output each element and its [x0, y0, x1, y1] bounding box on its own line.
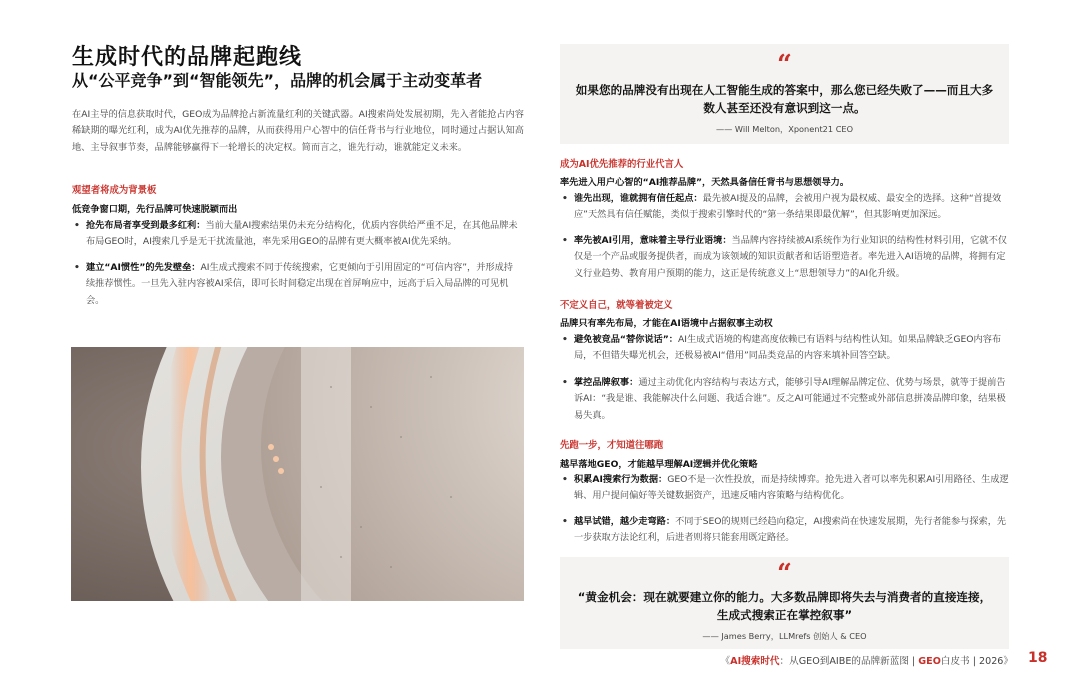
intro-paragraph: 在AI主导的信息获取时代，GEO成为品牌抢占新流量红利的关键武器。AI搜索尚处发展初期，先入者能抢占内容稀缺期的曝光红利，成为AI优先推荐的品牌，从而获得用户心智中的信任背书与行业地位，同时通过占据认知高地、主导叙事节奏，品牌能够赢得下一轮增长的决定权。简而言之，谁先行动，谁就能定义未来。 [72, 109, 524, 153]
right-section-subtitle: 越早落地GEO，才能越早理解AI逻辑并优化策略 [560, 459, 758, 470]
bullet-lead: 避免被竞品“替你说话”： [574, 334, 678, 345]
bullet-item [562, 332, 1010, 365]
bullet-text: 当品牌内容持续被AI系统作为行业知识的结构性材料引用，它就不仅仅是一个产品或服务提供者，而成为该领域的知识贡献者和话语塑造者。率先进入AI语境的品牌，将拥有定义行业趋势、教育用户预期的能力，这正是传统意义上“思想领导力”的AI化升级。 [574, 235, 1007, 279]
quote-text: 如果您的品牌没有出现在人工智能生成的答案中，那么您已经失败了——而且大多数人甚至还没有意识到这一点。 [575, 83, 994, 115]
bullet-dot: • [562, 334, 568, 345]
bullet-lead: 率先被AI引用，意味着主导行业语境： [574, 235, 732, 246]
quote-text: “黄金机会：现在就要建立你的能力。大多数品牌即将失去与消费者的直接连接，生成式搜索正在掌控叙事” [577, 590, 992, 622]
footer-publication [721, 653, 1013, 667]
bullet-dot: • [74, 262, 80, 273]
page-subtitle: 从“公平竞争”到“智能领先”，品牌的机会属于主动变革者 [72, 71, 483, 90]
quote-author: —— James Berry，LLMrefs 创始人 & CEO [702, 631, 867, 641]
footer-prefix: 《 [720, 656, 731, 667]
bullet-item [562, 191, 1010, 224]
right-section-subtitle: 率先进入用户心智的“AI推荐品牌”，天然具备信任背书与思想领导力。 [560, 177, 850, 188]
page-number: 18 [1028, 650, 1048, 666]
bullet-dot: • [562, 235, 568, 246]
bullet-item [74, 260, 522, 309]
ring-device-illustration [71, 347, 524, 601]
bullet-dot: • [74, 220, 80, 231]
quote-box-top [560, 44, 1009, 144]
quote-author: —— Will Melton，Xponent21 CEO [715, 124, 854, 134]
bullet-text: AI生成式搜索不同于传统搜索，它更倾向于引用固定的“可信内容”，并形成持续推荐惯性。一旦先入驻内容被AI采信，即可长时间稳定出现在首屏响应中，远高于后入局品牌的可见机会。 [86, 262, 513, 306]
right-section-title: 不定义自己，就等着被定义 [560, 300, 673, 311]
bullet-lead: 越早试错，越少走弯路： [574, 516, 676, 527]
bullet-text: 通过主动优化内容结构与表达方式，能够引导AI理解品牌定位、优势与场景，就等于提前告诉AI：“我是谁、我能解决什么问题、我适合谁”。反之AI可能通过不完整或外部信息拼凑品牌印象，结果极易失真。 [574, 377, 1006, 421]
bullet-item [562, 233, 1010, 282]
footer-middle: ：从GEO到AIBE的品牌新蓝图 | [779, 656, 919, 667]
right-section-subtitle: 品牌只有率先布局，才能在AI语境中占据叙事主动权 [560, 318, 773, 329]
bullet-dot: • [562, 474, 568, 485]
footer-brand-geo: GEO [918, 656, 941, 667]
bullet-text: 当前大量AI搜索结果仍未充分结构化，优质内容供给严重不足，在其他品牌未布局GEO时，AI搜索几乎是无干扰流量池，率先采用GEO的品牌有更大概率被AI优先采纳。 [86, 220, 518, 248]
bullet-lead: 积累AI搜索行为数据： [574, 474, 668, 485]
bullet-text: GEO不是一次性投放，而是持续博弈。抢先进入者可以率先积累AI引用路径、生成逻辑、用户提问偏好等关键数据资产，迅速反哺内容策略与结构优化。 [574, 474, 1009, 502]
quote-box-bottom [560, 557, 1009, 649]
product-photo [71, 347, 524, 601]
right-section-title: 成为AI优先推荐的行业代言人 [560, 159, 684, 170]
bullet-dot: • [562, 516, 568, 527]
bullet-item [74, 218, 522, 251]
bullet-item [562, 472, 1010, 505]
bullet-text: 最先被AI提及的品牌，会被用户视为最权威、最安全的选择。这种“首提效应”天然具有信任赋能，类似于搜索引擎时代的“第一条结果即最优解”，但其影响更加深远。 [574, 193, 1002, 221]
bullet-text: 不同于SEO的规则已经趋向稳定，AI搜索尚在快速发展期，先行者能参与探索，先一步获取方法论红利，后进者则将只能套用既定路径。 [574, 516, 1007, 544]
bullet-item [562, 375, 1010, 424]
footer-suffix: 白皮书 | 2026》 [940, 656, 1013, 667]
quote-mark-icon: “ [777, 50, 792, 80]
page-title: 生成时代的品牌起跑线 [72, 45, 303, 70]
bullet-lead: 掌控品牌叙事： [574, 377, 639, 388]
bullet-dot: • [562, 377, 568, 388]
bullet-lead: 抢先布局者享受到最多红利： [86, 220, 206, 231]
bullet-dot: • [562, 193, 568, 204]
footer-brand: AI搜索时代 [730, 656, 780, 667]
left-section-subtitle: 低竞争窗口期，先行品牌可快速脱颖而出 [72, 204, 238, 215]
bullet-lead: 建立“AI惯性”的先发壁垒： [86, 262, 201, 273]
bullet-lead: 谁先出现，谁就拥有信任起点： [574, 193, 703, 204]
left-section-title: 观望者将成为背景板 [72, 185, 157, 196]
right-section-title: 先跑一步，才知道往哪跑 [560, 440, 664, 451]
quote-mark-icon: “ [777, 559, 792, 589]
bullet-item [562, 514, 1010, 547]
bullet-text: AI生成式语境的构建高度依赖已有语料与结构性认知。如果品牌缺乏GEO内容布局，不但错失曝光机会，还极易被AI“借用”同品类竞品的内容来填补回答空缺。 [574, 334, 1002, 362]
